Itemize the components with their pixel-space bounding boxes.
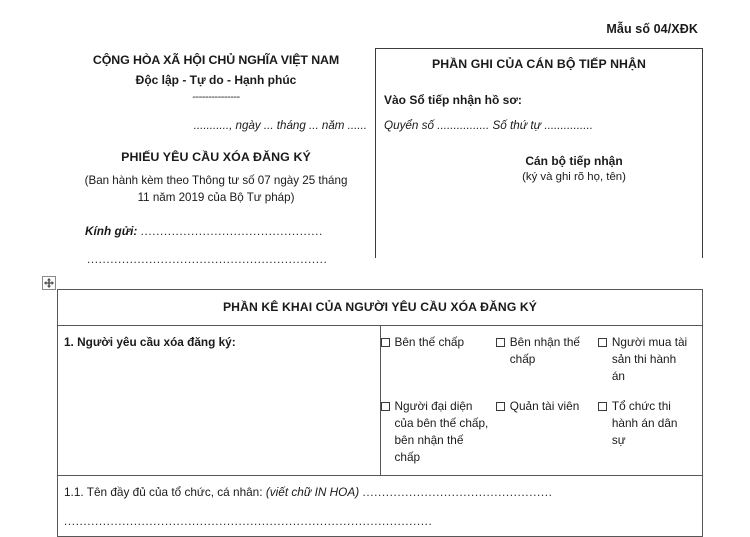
intake-book-line: Quyển số ................ Số thứ tự ............... bbox=[384, 119, 594, 132]
checkbox-option-ben-the-chap[interactable] bbox=[381, 334, 496, 351]
officer-title: Cán bộ tiếp nhận bbox=[525, 154, 623, 168]
checkbox-label: Quản tài viên bbox=[509, 399, 580, 414]
national-subtitle: Độc lập - Tự do - Hạnh phúc bbox=[135, 72, 297, 87]
checkbox-label: Người mua tài sản thi hành án bbox=[611, 335, 688, 383]
heading-separator: --------------- bbox=[192, 90, 240, 103]
form-reference: (Ban hành kèm theo Thông tư số 07 ngày 25 tháng 11 năm 2019 của Bộ Tư pháp) bbox=[84, 174, 348, 204]
recipient-dots: ............................................... bbox=[140, 223, 323, 238]
checkbox-row-2 bbox=[381, 398, 697, 465]
checkbox-row-1 bbox=[381, 334, 697, 384]
officer-signature-note: (ký và ghi rõ họ, tên) bbox=[522, 171, 626, 183]
question-1-label: 1. Người yêu cầu xóa đăng ký: bbox=[64, 335, 236, 349]
date-line: ..........., ngày ... tháng ... năm ...... bbox=[193, 119, 367, 133]
table-row-item-1-1 bbox=[58, 476, 703, 537]
checkbox-option-nguoi-dai-dien[interactable] bbox=[381, 398, 496, 465]
item-1-1-dots: ................................................. bbox=[362, 485, 553, 500]
checkbox-option-ben-nhan-the-chap[interactable] bbox=[496, 334, 598, 368]
item-1-1-dots-line2: ............................................................................................... bbox=[64, 514, 433, 529]
checkbox-label: Bên nhận thế chấp bbox=[509, 335, 580, 366]
item-1-1-line bbox=[64, 485, 694, 499]
checkbox-label: Bên thế chấp bbox=[394, 335, 465, 349]
recipient-block bbox=[63, 224, 369, 266]
checkbox-icon[interactable] bbox=[496, 402, 505, 411]
national-title: CỘNG HÒA XÃ HỘI CHỦ NGHĨA VIỆT NAM bbox=[92, 53, 340, 67]
checkbox-option-nguoi-mua-tai-san[interactable] bbox=[598, 334, 696, 384]
question-1-options-cell bbox=[380, 326, 703, 476]
item-1-1-cell bbox=[58, 476, 703, 537]
checkbox-grid bbox=[381, 334, 697, 465]
item-1-1-label: 1.1. Tên đầy đủ của tổ chức, cá nhân: bbox=[64, 485, 263, 500]
national-heading-column bbox=[57, 47, 375, 266]
checkbox-option-quan-tai-vien[interactable] bbox=[496, 398, 598, 415]
recipient-line bbox=[85, 224, 369, 238]
intake-label: Vào Sổ tiếp nhận hồ sơ: bbox=[384, 93, 522, 107]
checkbox-option-to-chuc-thi-hanh-an[interactable] bbox=[598, 398, 696, 448]
item-1-1-hint: (viết chữ IN HOA) bbox=[265, 485, 360, 500]
checkbox-label: Tổ chức thi hành án dân sự bbox=[611, 399, 678, 447]
checkbox-icon[interactable] bbox=[598, 338, 607, 347]
header-block bbox=[57, 47, 703, 266]
declaration-header-text: PHẦN KÊ KHAI CỦA NGƯỜI YÊU CẦU XÓA ĐĂNG KÝ bbox=[222, 300, 538, 314]
table-move-handle-icon[interactable] bbox=[42, 276, 56, 290]
checkbox-icon[interactable] bbox=[381, 338, 390, 347]
officer-signature-block bbox=[384, 154, 694, 183]
table-row-header bbox=[58, 290, 703, 326]
checkbox-label: Người đại diện của bên thế chấp, bên nhận thế chấp bbox=[394, 399, 489, 464]
table-row-requester-type bbox=[58, 326, 703, 476]
officer-section bbox=[375, 48, 703, 258]
checkbox-icon[interactable] bbox=[598, 402, 607, 411]
question-1-cell bbox=[58, 326, 381, 476]
form-title: PHIẾU YÊU CẦU XÓA ĐĂNG KÝ bbox=[121, 150, 311, 165]
recipient-label: Kính gửi: bbox=[85, 223, 138, 238]
checkbox-icon[interactable] bbox=[381, 402, 390, 411]
recipient-dots-line2: .............................................................. bbox=[87, 251, 328, 266]
officer-section-title: PHẦN GHI CỦA CÁN BỘ TIẾP NHẬN bbox=[431, 57, 646, 71]
declaration-header-cell bbox=[58, 290, 703, 326]
form-code: Mẫu số 04/XĐK bbox=[606, 22, 698, 36]
checkbox-icon[interactable] bbox=[496, 338, 505, 347]
